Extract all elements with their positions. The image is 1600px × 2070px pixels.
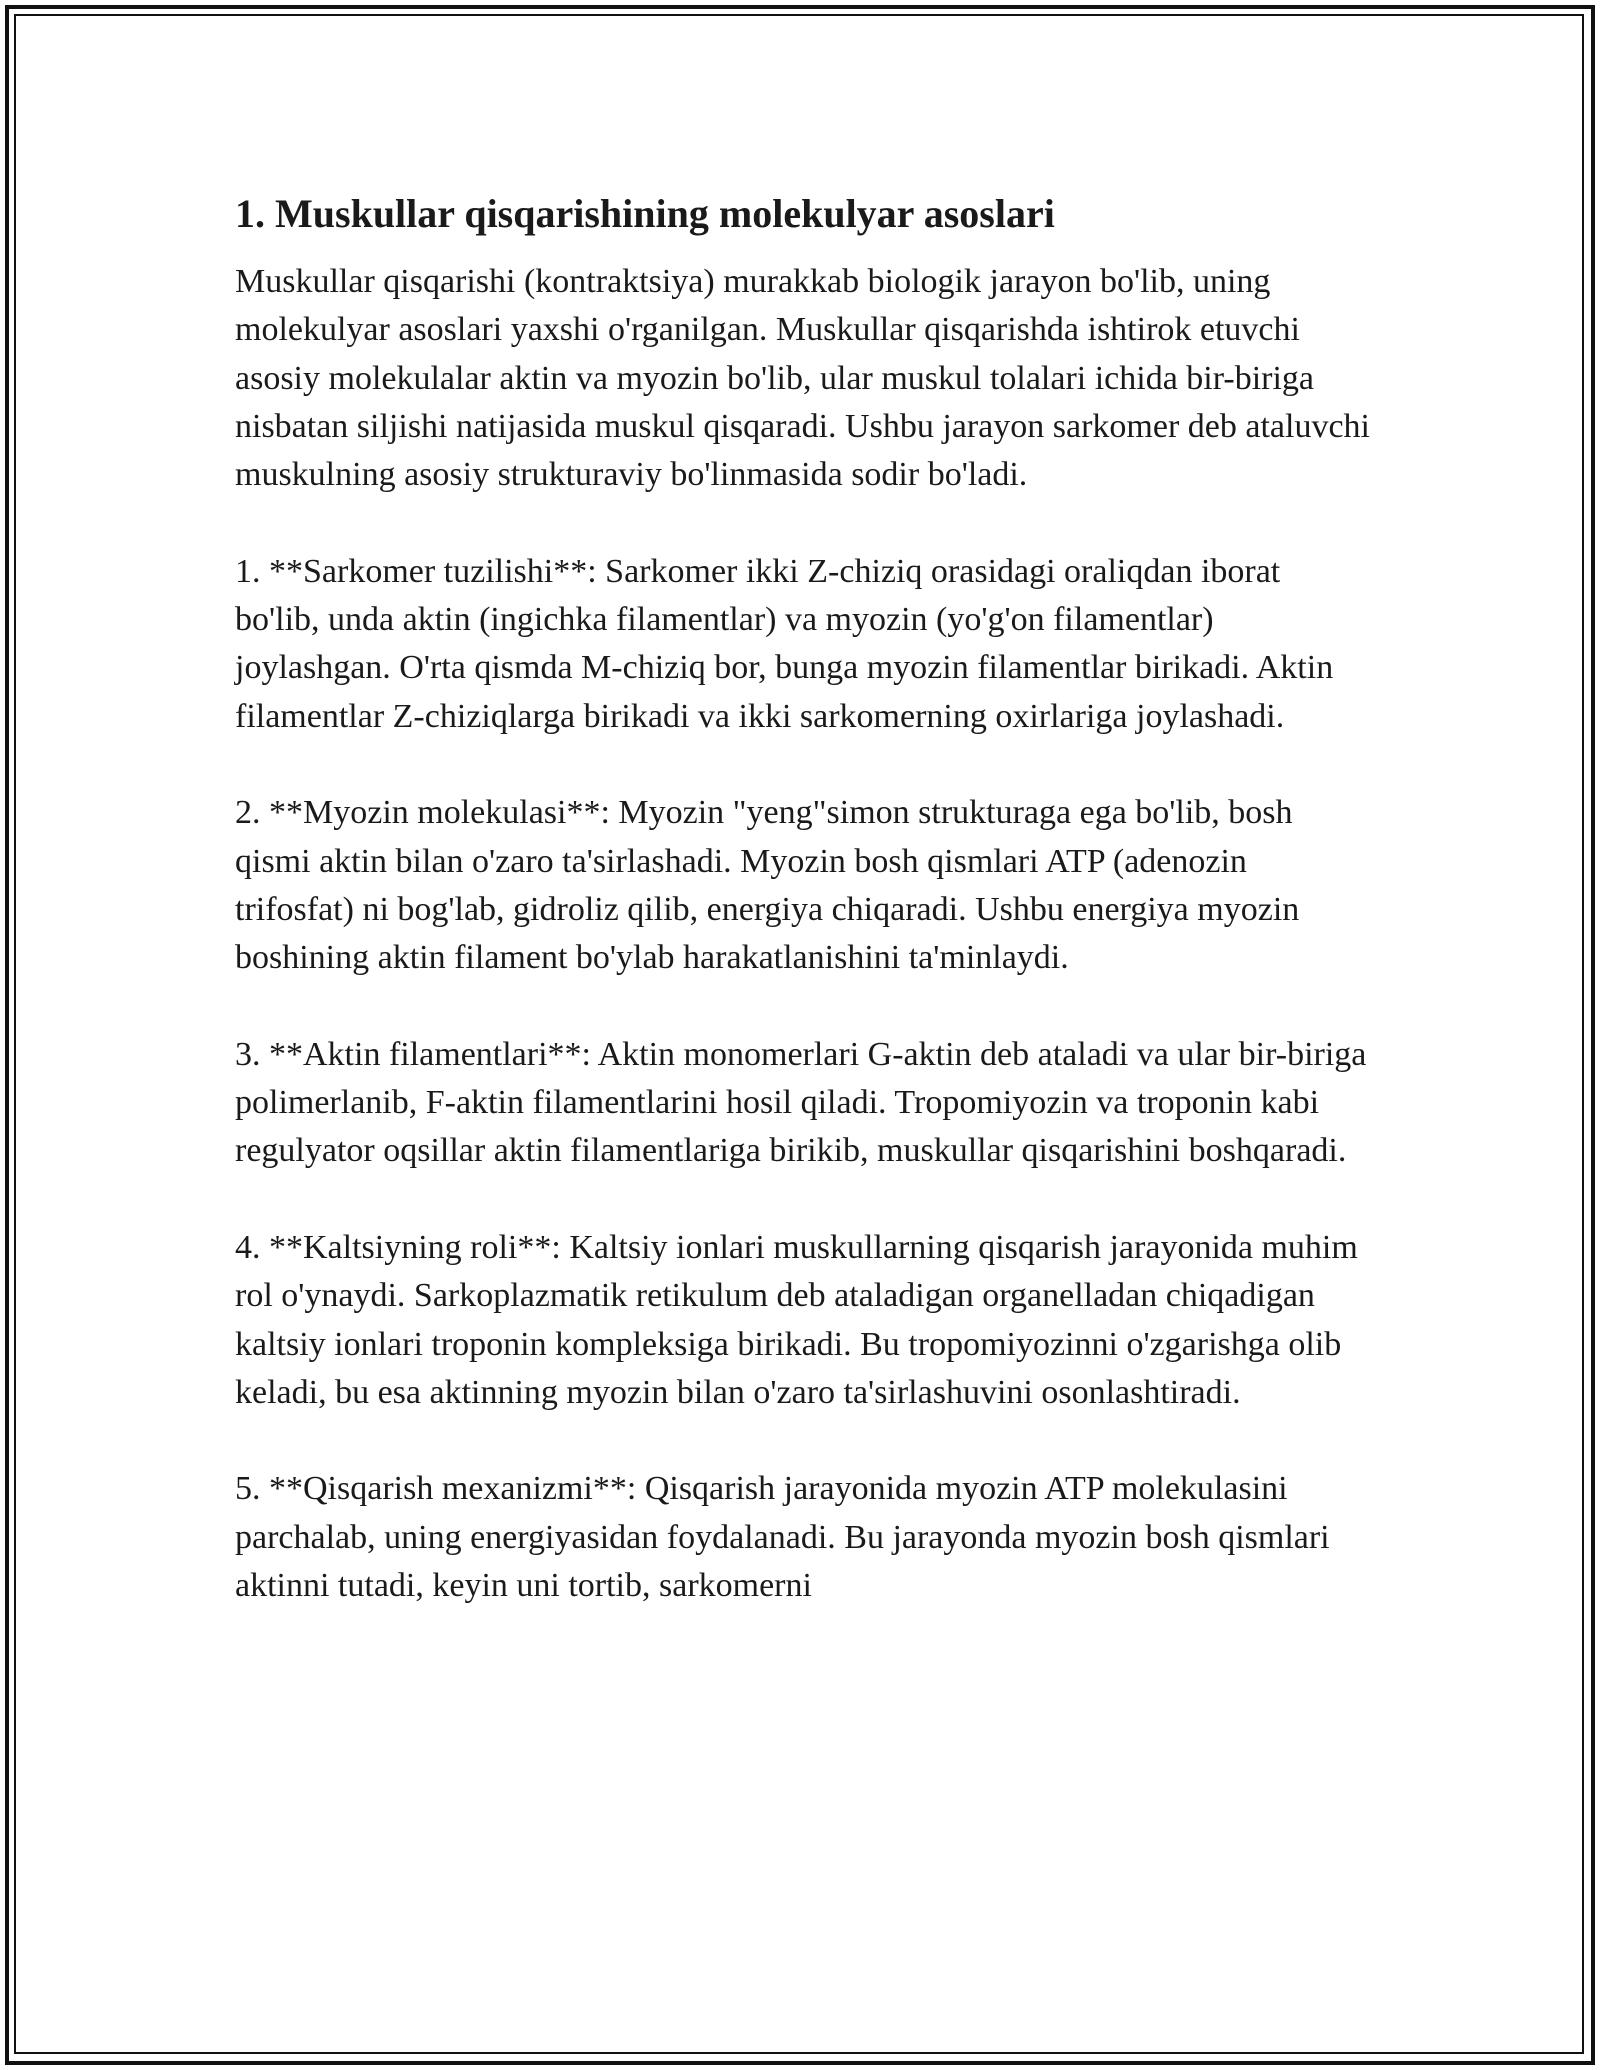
list-item-mexanizm: 5. **Qisqarish mexanizmi**: Qisqarish jarayonida myozin ATP molekulasini parchalab, uning energiyasidan foydalanadi. Bu jarayonda myozin bosh qismlari aktinni tutadi, keyin uni tortib, sarkomerni [235,1470,1330,1605]
list-item-kaltsiy: 4. **Kaltsiyning roli**: Kaltsiy ionlari muskullarning qisqarish jarayonida muhim rol o'ynaydi. Sarkoplazmatik retikulum deb ataladigan organelladan chiqadigan kaltsiy ionlari troponin kompleksiga birikadi. Bu tropomiyozinni o'zgarishga olib keladi, bu esa aktinning myozin bilan o'zaro ta'sirlashuvini osonlashtiradi. [235,1228,1358,1411]
document-body [235,182,1370,1610]
list-item-sarkomer: 1. **Sarkomer tuzilishi**: Sarkomer ikki Z-chiziq orasidagi oraliqdan iborat bo'lib, unda aktin (ingichka filamentlar) va myozin (yo'g'on filamentlar) joylashgan. O'rta qismda M-chiziq bor, bunga myozin filamentlar birikadi. Aktin filamentlar Z-chiziqlarga birikadi va ikki sarkomerning oxirlariga joylashadi. [235,552,1334,735]
document-title: 1. Muskullar qisqarishining molekulyar asoslari [235,191,1055,236]
list-item-myozin: 2. **Myozin molekulasi**: Myozin "yeng"simon strukturaga ega bo'lib, bosh qismi aktin bilan o'zaro ta'sirlashadi. Myozin bosh qismlari ATP (adenozin trifosfat) ni bog'lab, gidroliz qilib, energiya chiqaradi. Ushbu energiya myozin boshining aktin filament bo'ylab harakatlanishini ta'minlaydi. [235,794,1300,977]
intro-paragraph: Muskullar qisqarishi (kontraktsiya) murakkab biologik jarayon bo'lib, uning molekulyar asoslari yaxshi o'rganilgan. Muskullar qisqarishda ishtirok etuvchi asosiy molekulalar aktin va myozin bo'lib, ular muskul tolalari ichida bir-biriga nisbatan siljishi natijasida muskul qisqaradi. Ushbu jarayon sarkomer deb ataluvchi muskulning asosiy strukturaviy bo'linmasida sodir bo'ladi. [235,263,1370,494]
list-item-aktin: 3. **Aktin filamentlari**: Aktin monomerlari G-aktin deb ataladi va ular bir-biriga polimerlanib, F-aktin filamentlarini hosil qiladi. Tropomiyozin va troponin kabi regulyator oqsillar aktin filamentlariga birikib, muskullar qisqarishini boshqaradi. [235,1035,1367,1170]
